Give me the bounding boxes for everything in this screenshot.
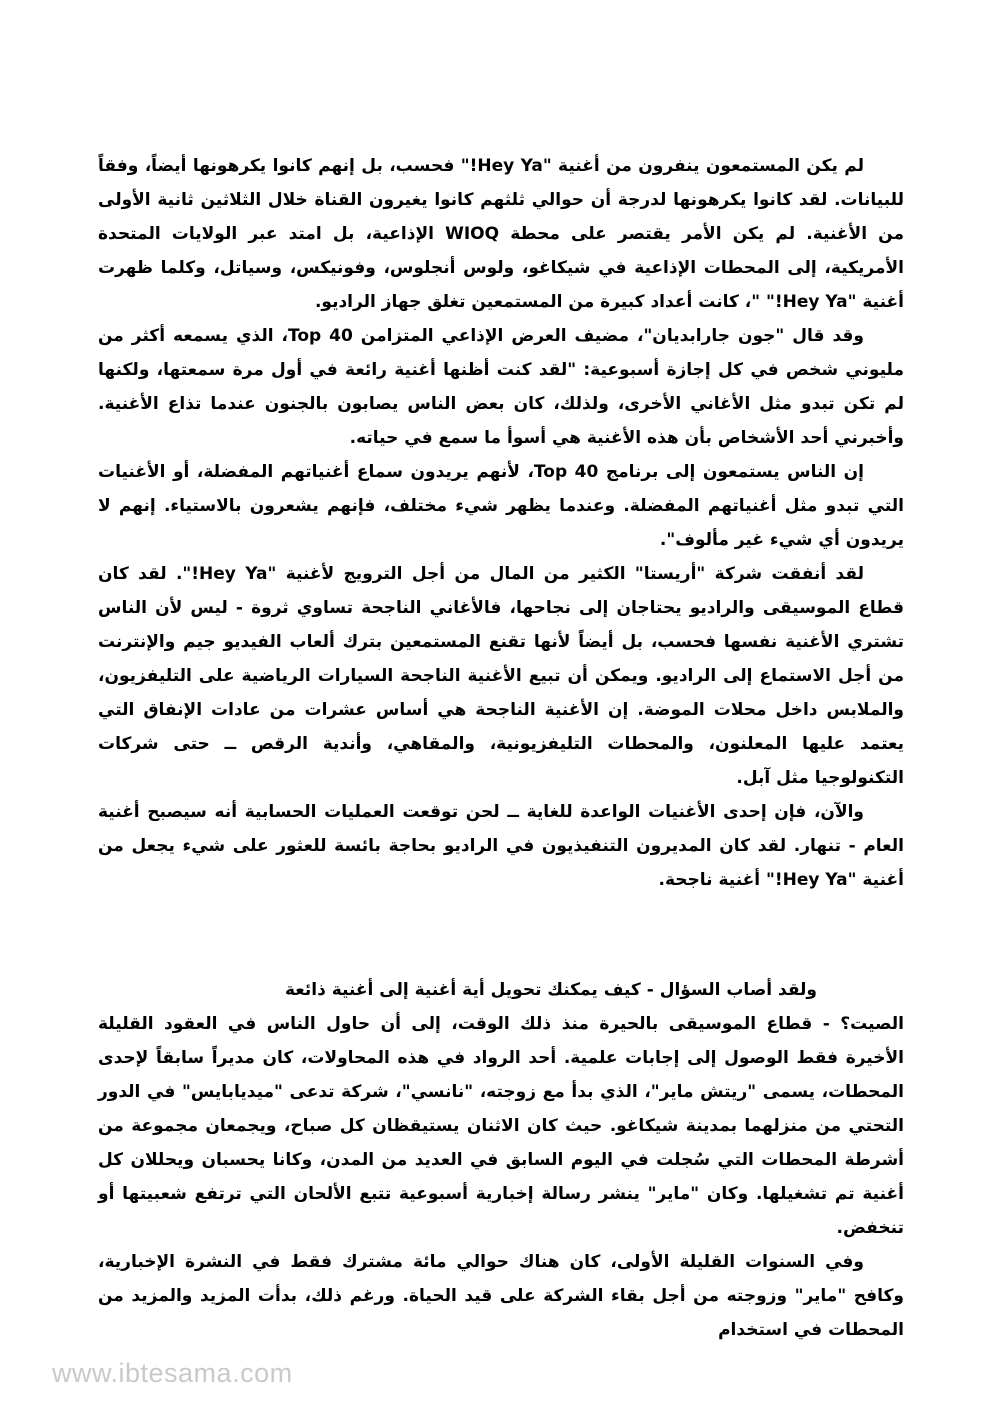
paragraph-2: وقد قال "جون جارابديان"، مضيف العرض الإذاعي المتزامن Top 40، الذي يسمعه أكثر من مليوني شخص في كل إجازة أسبوعية: "لقد كنت أظنها أغنية رائعة في أول مرة سمعتها، ولكنها لم تكن تبدو مثل الأغاني الأخرى، ولذلك، كان بعض الناس يصابون بالجنون عندما تذاع الأغنية. وأخبرني أحد الأشخاص بأن هذه الأغنية هي أسوأ ما سمع في حياته.: [98, 326, 904, 448]
paragraph-4: لقد أنفقت شركة "أريستا" الكثير من المال من أجل الترويج لأغنية "Hey Ya!". لقد كان قطاع الموسيقى والراديو يحتاجان إلى نجاحها، فالأغاني الناجحة تساوي ثروة - ليس لأن الناس تشتري الأغنية نفسها فحسب، بل أيضاً لأنها تقنع المستمعين بترك ألعاب الفيديو جيم والإنترنت من أجل الاستماع إلى الراديو. ويمكن أن تبيع الأغنية الناجحة السيارات الرياضية على التليفزيون، والملابس داخل محلات الموضة. إن الأغنية الناجحة هي أساس عشرات من عادات الإنفاق التي يعتمد عليها المعلنون، والمحطات التليفزيونية، والمقاهي، وأندية الرقص ــ حتى شركات التكنولوجيا مثل آبل.: [98, 564, 904, 788]
paragraph-6: الصيت؟ - قطاع الموسيقى بالحيرة منذ ذلك الوقت، إلى أن حاول الناس في العقود القليلة الأخيرة فقط الوصول إلى إجابات علمية. أحد الرواد في هذه المحاولات، كان مديراً سابقاً لإحدى المحطات، يسمى "ريتش ماير"، الذي بدأ مع زوجته، "نانسي"، شركة تدعى "ميديابايس" في الدور التحتي من منزلهما بمدينة شيكاغو. حيث كان الاثنان يستيقظان كل صباح، ويجمعان مجموعة من أشرطة المحطات التي سُجلت في اليوم السابق في العديد من المدن، وكانا يحسبان ويحللان كل أغنية تم تشغيلها. وكان "ماير" ينشر رسالة إخبارية أسبوعية تتبع الألحان التي ترتفع شعبيتها أو تنخفض.: [98, 1014, 904, 1238]
paragraph-3: إن الناس يستمعون إلى برنامج Top 40، لأنهم يريدون سماع أغنياتهم المفضلة، أو الأغنيات التي تبدو مثل أغنياتهم المفضلة. وعندما يظهر شيء مختلف، فإنهم يشعرون بالاستياء. إنهم لا يريدون أي شيء غير مألوف".: [98, 462, 904, 550]
paragraph-1: لم يكن المستمعون ينفرون من أغنية "Hey Ya!" فحسب، بل إنهم كانوا يكرهونها أيضاً، وفقاً للبيانات. لقد كانوا يكرهونها لدرجة أن حوالي ثلثهم كانوا يغيرون القناة خلال الثلاثين ثانية الأولى من الأغنية. لم يكن الأمر يقتصر على محطة WIOQ الإذاعية، بل امتد عبر الولايات المتحدة الأمريكية، إلى المحطات الإذاعية في شيكاغو، ولوس أنجلوس، وفونيكس، وسياتل، وكلما ظهرت أغنية "Hey Ya!" "، كانت أعداد كبيرة من المستمعين تغلق جهاز الراديو.: [98, 156, 904, 312]
paragraph-7: وفي السنوات القليلة الأولى، كان هناك حوالي مائة مشترك فقط في النشرة الإخبارية، وكافح "ماير" وزوجته من أجل بقاء الشركة على قيد الحياة. ورغم ذلك، بدأت المزيد والمزيد من المحطات في استخدام: [98, 1252, 904, 1340]
watermark: www.ibtesama.com: [52, 1358, 293, 1388]
section-lead-line: ولقد أصاب السؤال - كيف يمكنك تحويل أية أغنية إلى أغنية ذائعة: [284, 980, 817, 1000]
body-text: [98, 149, 904, 1347]
paragraph-5: والآن، فإن إحدى الأغنيات الواعدة للغاية ــ لحن توقعت العمليات الحسابية أنه سيصبح أغنية العام - تنهار. لقد كان المديرون التنفيذيون في الراديو بحاجة بائسة للعثور على شيء يجعل من أغنية "Hey Ya!" أغنية ناجحة.: [98, 802, 904, 890]
